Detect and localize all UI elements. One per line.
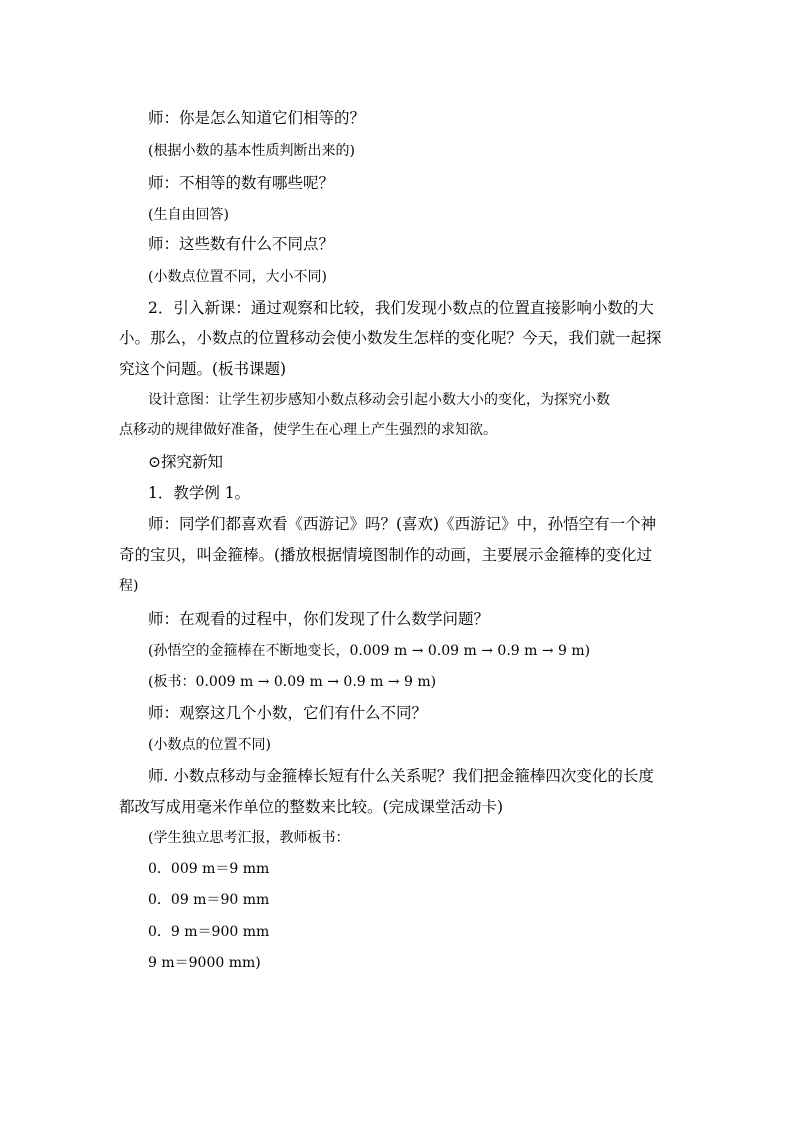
text-line: (小数点的位置不同): [148, 737, 271, 753]
text-line: 师：同学们都喜欢看《西游记》吗？(喜欢)《西游记》中，孙悟空有一个神: [148, 515, 657, 533]
text-line: 究这个问题。(板书课题): [119, 360, 287, 378]
text-line: 师. 小数点移动与金箍棒长短有什么关系呢？我们把金箍棒四次变化的长度: [148, 767, 654, 785]
text-line: 师：在观看的过程中，你们发现了什么数学问题？: [148, 610, 490, 628]
design-intent-line: 点移动的规律做好准备，使学生在心理上产生强烈的求知欲。: [119, 422, 497, 438]
conversion-line: 0．009 m＝9 mm: [148, 861, 270, 877]
text-line: (学生独立思考汇报，教师板书：: [148, 830, 350, 846]
text-line: 师：你是怎么知道它们相等的？: [148, 109, 366, 127]
text-line: (板书：0.009 m → 0.09 m → 0.9 m → 9 m): [148, 674, 437, 690]
text-line: (生自由回答): [148, 207, 229, 223]
section-heading: ⊙探究新知: [148, 453, 223, 471]
text-line: 2．引入新课：通过观察和比较，我们发现小数点的位置直接影响小数的大: [148, 299, 654, 317]
text-line: 师：不相等的数有哪些呢？: [148, 174, 335, 192]
text-line: 都改写成用毫米作单位的整数来比较。(完成课堂活动卡): [119, 798, 504, 816]
text-line: 1．教学例 1。: [148, 484, 251, 502]
text-line: 程): [119, 578, 139, 594]
text-line: (根据小数的基本性质判断出来的): [148, 143, 355, 159]
conversion-line: 0．9 m＝900 mm: [148, 924, 270, 940]
text-line: 师：这些数有什么不同点？: [148, 235, 335, 253]
text-line: (小数点位置不同，大小不同): [148, 269, 327, 285]
text-line: 奇的宝贝，叫金箍棒。(播放根据情境图制作的动画，主要展示金箍棒的变化过: [119, 546, 653, 564]
conversion-line: 9 m＝9000 mm): [148, 955, 261, 971]
text-line: (孙悟空的金箍棒在不断地变长，0.009 m → 0.09 m → 0.9 m → 9 m): [148, 643, 591, 659]
design-intent-line: 设计意图：让学生初步感知小数点移动会引起小数大小的变化，为探究小数: [148, 392, 610, 408]
text-line: 小。那么，小数点的位置移动会使小数发生怎样的变化呢？今天，我们就一起探: [119, 329, 662, 347]
conversion-line: 0．09 m＝90 mm: [148, 892, 270, 908]
text-line: 师：观察这几个小数，它们有什么不同？: [148, 704, 428, 722]
